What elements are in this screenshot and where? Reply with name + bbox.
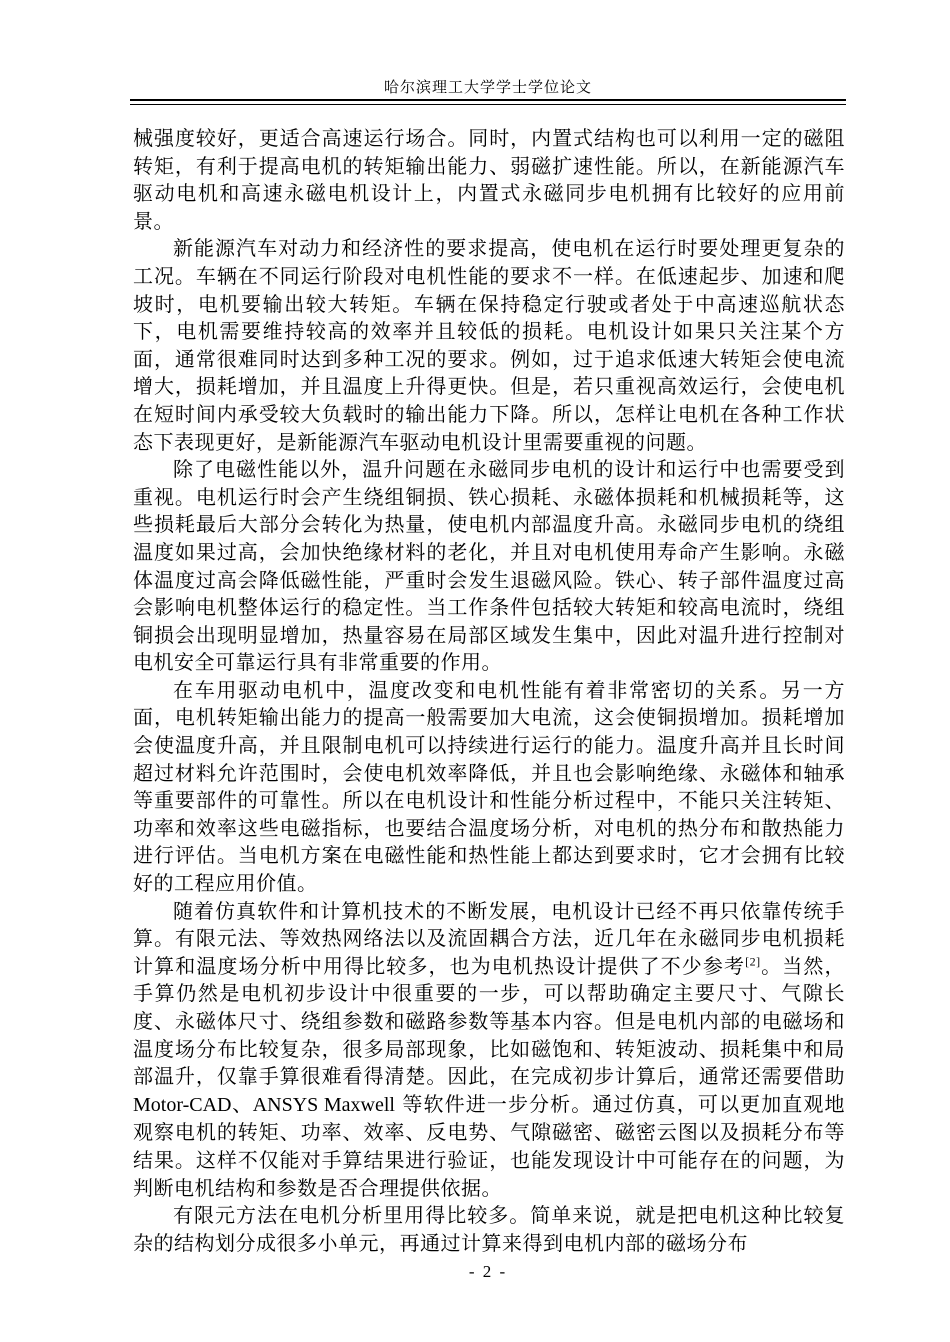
paragraph: 械强度较好，更适合高速运行场合。同时，内置式结构也可以利用一定的磁阻转矩，有利于提高电机的转矩输出能力、弱磁扩速性能。所以，在新能源汽车驱动电机和高速永磁电机设计上，内置式永磁同步电机拥有比较好的应用前景。: [133, 126, 845, 233]
header-rule-thick: [130, 99, 846, 101]
page-number: - 2 -: [468, 1262, 508, 1281]
citation-ref: [2]: [745, 954, 761, 969]
body-text: [133, 125, 845, 1257]
paragraph-text: 随着仿真软件和计算机技术的不断发展，电机设计已经不再只依靠传统手算。有限元法、等效热网络法以及流固耦合方法，近几年在永磁同步电机损耗计算和温度场分析中用得比较多，也为电机热设计提供了不少参考: [133, 898, 845, 978]
paragraph: 在车用驱动电机中，温度改变和电机性能有着非常密切的关系。另一方面，电机转矩输出能力的提高一般需要加大电流，这会使铜损增加。损耗增加会使温度升高，并且限制电机可以持续进行运行的能力。温度升高并且长时间超过材料允许范围时，会使电机效率降低，并且也会影响绝缘、永磁体和轴承等重要部件的可靠性。所以在电机设计和性能分析过程中，不能只关注转矩、功率和效率这些电磁指标，也要结合温度场分析，对电机的热分布和散热能力进行评估。当电机方案在电磁性能和热性能上都达到要求时，它才会拥有比较好的工程应用价值。: [133, 677, 845, 896]
paragraph: 新能源汽车对动力和经济性的要求提高，使电机在运行时要处理更复杂的工况。车辆在不同运行阶段对电机性能的要求不一样。在低速起步、加速和爬坡时，电机要输出较大转矩。车辆在保持稳定行驶或者处于中高速巡航状态下，电机需要维持较高的效率并且较低的损耗。电机设计如果只关注某个方面，通常很难同时达到多种工况的要求。例如，过于追求低速大转矩会使电流增大，损耗增加，并且温度上升得更快。但是，若只重视高效运行，会使电机在短时间内承受较大负载时的输出能力下降。所以，怎样让电机在各种工作状态下表现更好，是新能源汽车驱动电机设计里需要重视的问题。: [133, 236, 845, 454]
paragraph-text: 。当然，手算仍然是电机初步设计中很重要的一步，可以帮助确定主要尺寸、气隙长度、永磁体尺寸、绕组参数和磁路参数等基本内容。但是电机内部的电磁场和温度场分布比较复杂，很多局部现象，比如磁饱和、转矩波动、损耗集中和局部温升，仅靠手算很难看得清楚。因此，在完成初步计算后，通常还需要借助: [133, 953, 846, 1089]
paragraph: 除了电磁性能以外，温升问题在永磁同步电机的设计和运行中也需要受到重视。电机运行时会产生绕组铜损、铁心损耗、永磁体损耗和机械损耗等，这些损耗最后大部分会转化为热量，使电机内部温度升高。永磁同步电机的绕组温度如果过高，会加快绝缘材料的老化，并且对电机使用寿命产生影响。永磁体温度过高会降低磁性能，严重时会发生退磁风险。铁心、转子部件温度过高会影响电机整体运行的稳定性。当工作条件包括较大转矩和较高电流时，绕组铜损会出现明显增加，热量容易在局部区域发生集中，因此对温升进行控制对电机安全可靠运行具有非常重要的作用。: [133, 457, 845, 675]
running-header: 哈尔滨理工大学学士学位论文: [383, 78, 592, 96]
paragraph-text: 等软件进一步分析。通过仿真，可以更加直观地观察电机的转矩、功率、效率、反电势、气隙磁密、磁密云图以及损耗分布等结果。这样不仅能对手算结果进行验证，也能发现设计中可能存在的问题，为判断电机结构和参数是否合理提供依据。: [133, 1091, 845, 1200]
header-rule-thin: [130, 104, 846, 105]
software-names: Motor-CAD、ANSYS Maxwell: [133, 1093, 395, 1116]
paragraph: 有限元方法在电机分析里用得比较多。简单来说，就是把电机这种比较复杂的结构划分成很多小单元，再通过计算来得到电机内部的磁场分布: [133, 1203, 845, 1255]
paragraph: [133, 898, 845, 1203]
